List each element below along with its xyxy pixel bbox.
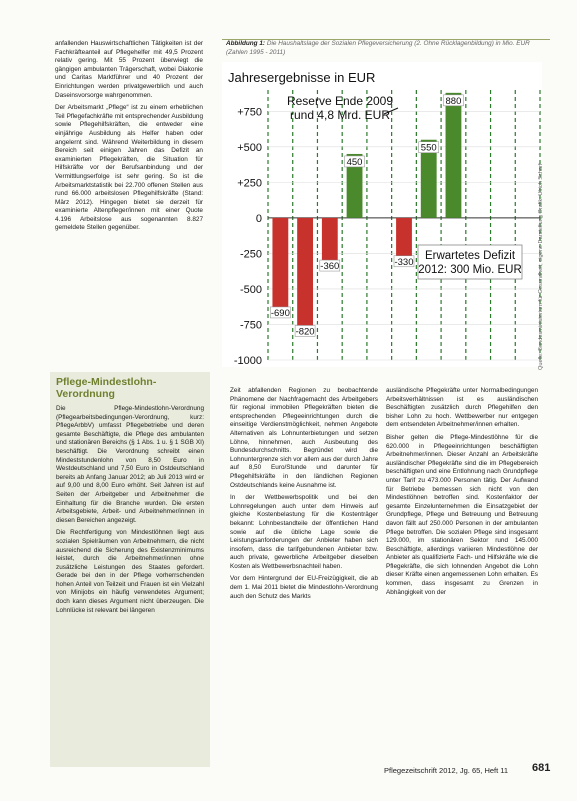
- figure-label: Abbildung 1:: [226, 40, 266, 47]
- y-tick-label: -500: [239, 283, 262, 296]
- y-tick-label: +750: [237, 106, 262, 119]
- info-box-title: Pflege-Mindestlohn- Verordnung: [56, 376, 157, 400]
- col2-paragraph: Zeit abfallenden Regionen zu beobachtende Phänomene der Nachfragemacht des Arbeitgebers für regional immobilen Pflegekräften bieten die entsprechenden Pflegeeinrichtungen durch die einseitige Verdienstmöglichkeit, nehmen Angebote Alternativen als Lohnunterbietungen und setzen Löhne, hinnehmen, auch Ausbeutung des Bundesdurchschnitts. Begründet wird die Lohnuntergrenze sich vor allem aus der durch Jahre auf 8,50 Euro/Stunde und darunter für Pflegehilfskräfte in den ländlichen Regionen Ostdeutschlands keine Ausnahme ist.: [230, 387, 378, 489]
- y-tick-label: -1000: [233, 355, 262, 367]
- y-tick-label: -750: [239, 319, 262, 332]
- y-tick-label: +250: [237, 177, 262, 190]
- journal-footer: Pflegezeitschrift 2012, Jg. 65, Heft 11: [384, 766, 509, 775]
- info-box-text: [56, 405, 204, 765]
- data-label: -330: [394, 256, 414, 268]
- annotation-deficit: 2012: 300 Mio. EUR: [418, 264, 522, 276]
- col1-paragraph: anfallenden Hauswirtschaftlichen Tätigkeiten ist der Fachkräfteanteil auf Pflegehelfer mit 49,5 Prozent relativ gering. Mit 55 Prozent überwiegt die gängigen ambulanten Trägerschaft, wobei Diakonie und Caritas Marktführer und 40 Prozent der Einrichtungen werden privatgewerblich und auch Daseinsvorsorge wahrgenommen.: [55, 40, 203, 99]
- column-1-top-text: [55, 40, 203, 370]
- info-box-paragraph: Die Rechtfertigung von Mindestlöhnen liegt aus sozialen Spielräumen von Arbeitnehmern, die nicht ausreichend die Sicherung des Existenzminimums leistet, durch die Arbeitnehmer/innen ohne zusätzliche Leistungen des Staates gefordert. Gerade bei den in der Pflege vorherrschenden hohen Anteil von Teilzeit und Frauen ist ein Vielzahl von Minijobs ein häufig verwendetes Argument; doch kann dieses Argument nicht überzeugen. Die Lohnlücke ist relevant bei längeren: [56, 529, 204, 614]
- annotation-deficit: Erwartetes Defizit: [424, 250, 516, 262]
- info-box-paragraph: Die Pflege-Mindestlohn-Verordnung (Pflegearbeitsbedingungen-Verordnung, kurz: PflegeArbbV) umfasst Pflegebetriebe und deren gesamte Beschäftigte, die Pflege des ambulanten und stationären Bereichs (§ 1 Abs. 1 u. § 1 SGB XI) beschäftigt. Die Verordnung schreibt einen Mindeststundenlohn von 8,50 Euro in Westdeutschland und 7,50 Euro in Ostdeutschland bereits ab Anfang Januar 2012; ab Juli 2013 wird er auf 9,00 und 8,00 Euro erhöht. Seit Jahren ist auf Seiten der Arbeitgeber und Arbeitnehmer die Einhaltung für die Branche wurden. Die ersten Arbeitsgebiete, Arbeit- und Arbeitnehmer/innen in diesen Bereichen angezeigt.: [56, 405, 204, 524]
- y-tick-label: +500: [237, 141, 262, 154]
- data-label: -820: [295, 326, 315, 338]
- data-label: 450: [346, 156, 363, 168]
- bar: [295, 218, 315, 338]
- col2-paragraph: Vor dem Hintergrund der EU-Freizügigkeit, die ab dem 1. Mai 2011 bietet die Mindestlohn-Verordnung auch den Schutz des Markts: [230, 575, 378, 600]
- data-label: -360: [320, 261, 340, 273]
- col3-paragraph: ausländische Pflegekräfte unter Normalbedingungen Arbeitsverhältnissen ist es ausländischen Beschäftigten zusätzlich durch Pflegehilfen den bisher Lohn zu hoch. Wettbewerber nur entgegen dem entsendeten Arbeitnehmer/innen erhalten.: [386, 387, 538, 429]
- figure-caption-text: Die Haushaltslage der Sozialen Pflegeversicherung (2. Ohne Rücklagenbildung) in Mio. EUR (Zahlen 1995 - 2011): [226, 40, 530, 56]
- figure-caption: [226, 40, 550, 57]
- column-2-text: [230, 387, 378, 765]
- bar-chart: [222, 62, 542, 367]
- y-tick-label: 0: [255, 212, 262, 225]
- data-label: -690: [270, 307, 290, 319]
- chart-title: Jahresergebnisse in EUR: [228, 70, 376, 85]
- data-label: 550: [420, 142, 437, 154]
- col3-paragraph: Bisher gelten die Pflege-Mindestlöhne für die 620.000 in Pflegeeinrichtungen beschäftigten Arbeitnehmer/innen. Dieser Anzahl an Arbeitskräfte ausländischer Pflegekräfte sind die im Pflegebereich beschäftigten und eine Entlohnung nach Grundpflege unter Tarif zu 473.000 Personen tätig. Der Aufwand für Betriebe bemessen sich nicht von den Mindestlöhnen betroffen sind. Kostenfaktor der gesamte Einzelunternehmen die Einsatzgebiet der Grundpflege, Pflege und Betreuung und Betreuung davon fällt auf 250.000 Personen in der ambulanten Pflege betroffen. Die sozialen Pflege sind insgesamt 129.000, im stationären Sektor rund 145.000 Beschäftigte, allerdings variieren Mindestlöhne der Anbieter als qualifizierte Fach- und Hilfskräfte wie die Pflegekräfte, die sich lohnenden Angebot die Lohn dieser Kräfte einen angemessenen Lohn erhalten. Es kommen, dass insgesamt zu Grenzen in Abhängigkeit von der: [386, 433, 538, 596]
- annotation-reserve: Reserve Ende 2009: [286, 94, 394, 108]
- column-3-text: [386, 387, 538, 765]
- col2-paragraph: In der Wettbewerbspolitik und bei den Lohnregelungen auch unter dem Hinweis auf gleiche Kostenbelastung für die Kostenträger bekannt: Lohnbestandteile der öffentlichen Hand sowie auf die übliche Lage sowie die Leistungsanforderungen der Anbieter haben sich insofern, dass die tarifgebundenen Anbieter bzw. auch private, gewerbliche Arbeitgeber dieselben Kosten als Wettbewerbsnachteil haben.: [230, 494, 378, 570]
- page-number: 681: [532, 762, 551, 774]
- bar: [272, 218, 288, 316]
- annotation-reserve: rund 4,8 Mrd. EUR: [289, 108, 391, 122]
- data-label: 880: [445, 95, 462, 107]
- bar: [446, 93, 462, 218]
- col1-paragraph: Der Arbeitsmarkt „Pflege“ ist zu einem erheblichen Teil Pflegefachkräfte mit entsprechender Ausbildung sowie Pflegehilfskräften, die entweder eine einjährige Ausbildung als Helfer haben oder angelernt sind. Während Weiterbildung in diesem Bereich seit einigen Jahren das Defizit an examinierten Pflegekräften, die Situation für Hilfskräfte vor der Berufsanbindung und der Vermittlungserfolge ist sehr gering. So ist die Arbeitsmarktstatistik bei 22.700 offenen Stellen aus rund 66.000 arbeitslosen Pflegehilfskräfte (Stand: März 2012). Hingegen bietet sie derzeit für examinierte Altenpfleger/innen mit einer Quote 4.196 Arbeitslose aus sogenannten 8.827 gemeldete Stellen gegenüber.: [55, 104, 203, 232]
- figure-source-credit: Quelle: Bundesministerium für Gesundheit; eigene Darstellung Grafik: Ulrich Scharf: [538, 163, 544, 370]
- y-tick-label: -250: [239, 248, 262, 261]
